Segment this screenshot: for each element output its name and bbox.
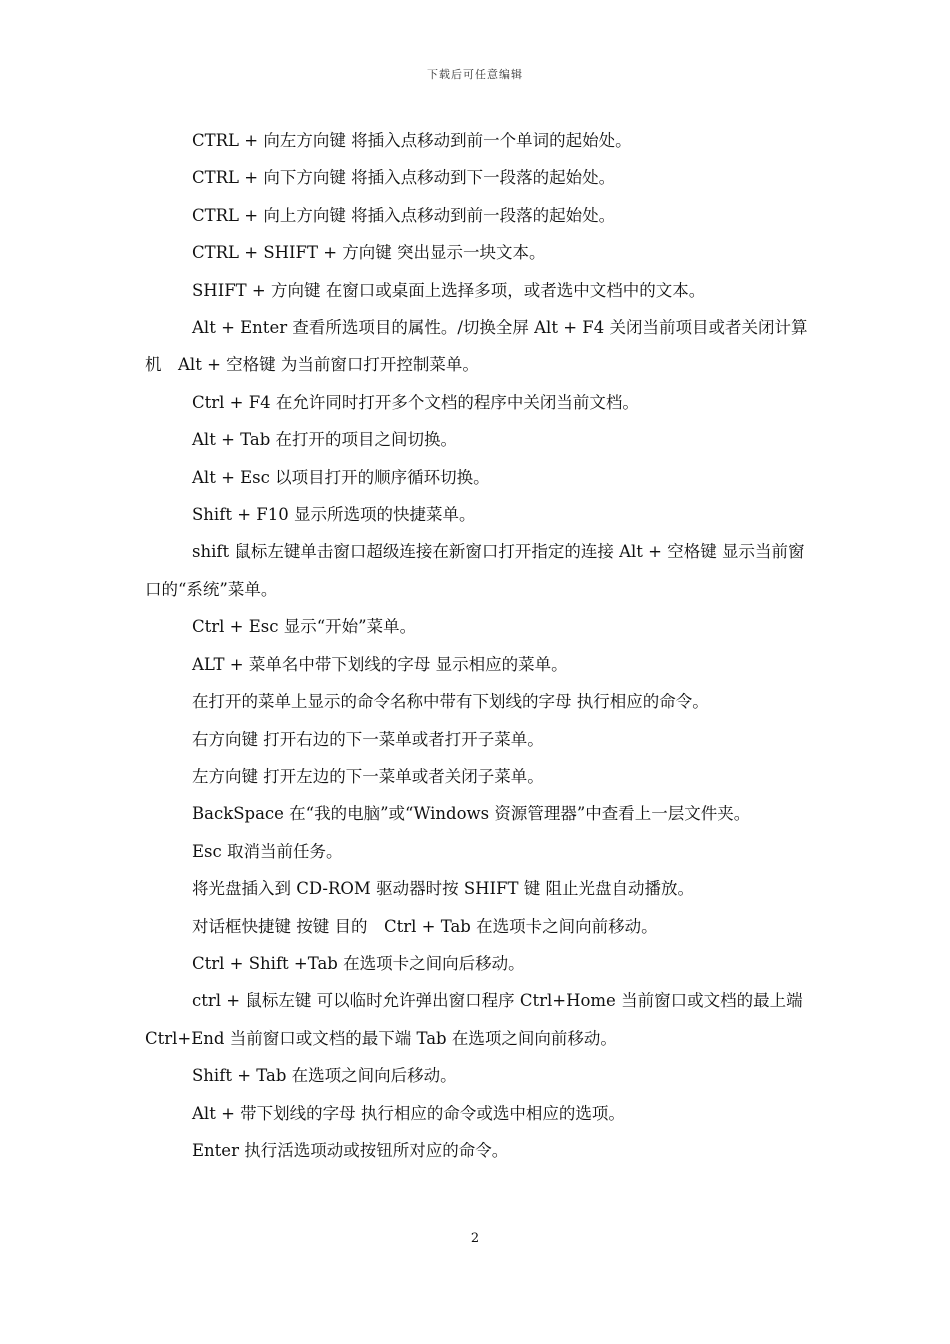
paragraph: 对话框快捷键 按键 目的 Ctrl + Tab 在选项卡之间向前移动。 (192, 916, 658, 936)
paragraph: Alt + 带下划线的字母 执行相应的命令或选中相应的选项。 (192, 1103, 625, 1123)
paragraph: Esc 取消当前任务。 (192, 841, 343, 861)
paragraph: CTRL + 向左方向键 将插入点移动到前一个单词的起始处。 (192, 131, 632, 150)
paragraph: BackSpace 在“我的电脑”或“Windows 资源管理器”中查看上一层文件夹。 (192, 804, 751, 824)
document-body (145, 122, 809, 1169)
paragraph: CTRL + 向下方向键 将插入点移动到下一段落的起始处。 (192, 168, 616, 188)
paragraph: Enter 执行活选项动或按钮所对应的命令。 (192, 1140, 509, 1160)
paragraph: Alt + Enter 查看所选项目的属性。/切换全屏 Alt + F4 关闭当前项目或者关闭计算机 Alt + 空格键 为当前窗口打开控制菜单。 (145, 318, 808, 375)
paragraph: shift 鼠标左键单击窗口超级连接在新窗口打开指定的连接 Alt + 空格键 显示当前窗口的“系统”菜单。 (145, 542, 805, 599)
paragraph: CTRL + SHIFT + 方向键 突出显示一块文本。 (192, 243, 546, 263)
paragraph: Ctrl + F4 在允许同时打开多个文档的程序中关闭当前文档。 (192, 392, 639, 412)
page-header: 下载后可任意编辑 (427, 68, 523, 81)
paragraph: 将光盘插入到 CD-ROM 驱动器时按 SHIFT 键 阻止光盘自动播放。 (192, 879, 694, 899)
paragraph: ctrl + 鼠标左键 可以临时允许弹出窗口程序 Ctrl+Home 当前窗口或文档的最上端 Ctrl+End 当前窗口或文档的最下端 Tab 在选项之间向前移动。 (145, 991, 803, 1048)
paragraph: 右方向键 打开右边的下一菜单或者打开子菜单。 (192, 729, 544, 749)
paragraph: SHIFT + 方向键 在窗口或桌面上选择多项，或者选中文档中的文本。 (192, 280, 706, 300)
paragraph: 在打开的菜单上显示的命令名称中带有下划线的字母 执行相应的命令。 (192, 692, 709, 712)
paragraph: Shift + Tab 在选项之间向后移动。 (192, 1066, 457, 1086)
paragraph: Ctrl + Esc 显示“开始”菜单。 (192, 617, 417, 637)
paragraph: Ctrl + Shift +Tab 在选项卡之间向后移动。 (192, 953, 525, 973)
page-number: 2 (470, 1231, 480, 1246)
paragraph: 左方向键 打开左边的下一菜单或者关闭子菜单。 (192, 766, 544, 786)
paragraph: ALT + 菜单名中带下划线的字母 显示相应的菜单。 (192, 654, 568, 674)
paragraph: CTRL + 向上方向键 将插入点移动到前一段落的起始处。 (192, 205, 616, 225)
paragraph: Alt + Esc 以项目打开的顺序循环切换。 (192, 467, 490, 487)
paragraph: Alt + Tab 在打开的项目之间切换。 (192, 430, 458, 450)
paragraph: Shift + F10 显示所选项的快捷菜单。 (192, 505, 476, 525)
